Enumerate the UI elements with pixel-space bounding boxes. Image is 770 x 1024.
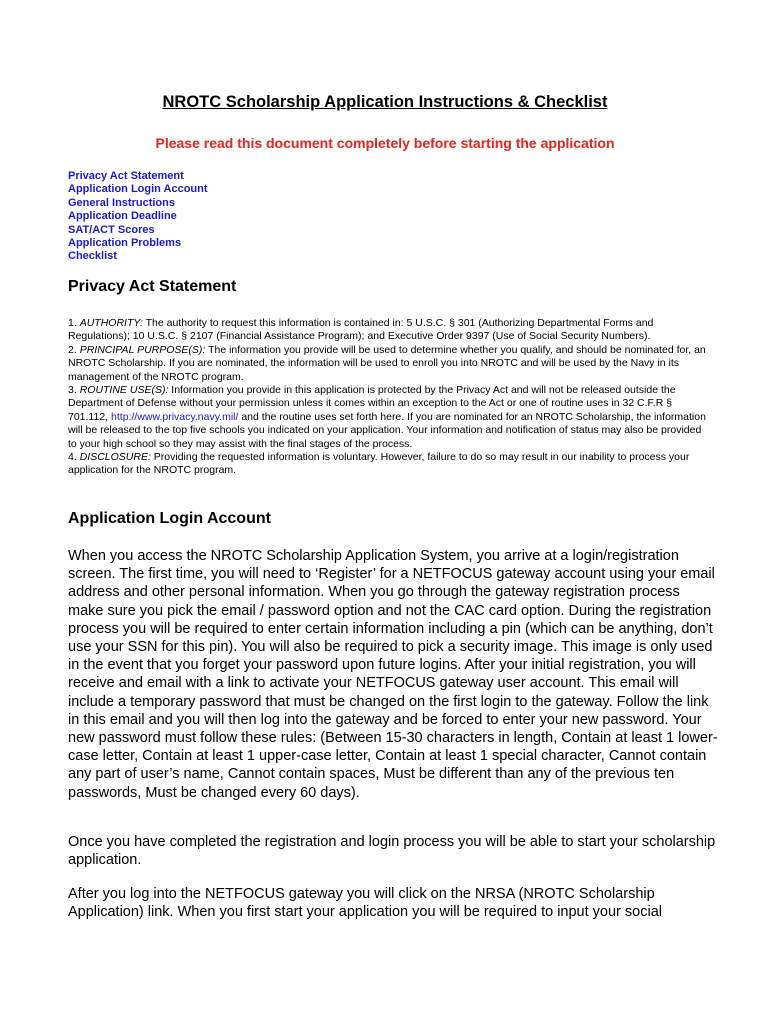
toc-link-scores[interactable]: SAT/ACT Scores [68,223,155,236]
table-of-contents [68,170,208,264]
privacy-authority: 1. AUTHORITY: The authority to request this information is contained in: 5 U.S.C. § 301 (Authorizing Departmental Forms and Regulations); 10 U.S.C. § 2107 (Financial Assistance Program); and Executive Order 9397 (Use of Social Security Numbers). 2. PRINCIPAL PURPOSE(S): The information you provide will be used to determine whether you qualify, and should be nominated for, an NROTC Scholarship. If you are nominated, the information will be used to enroll you into NROTC and will be used by the Navy in its management of the NROTC program. 3. ROUTINE USE(S): Information you provide in this application is protected by the Privacy Act and will not be released outside the Department of Defense without your permission unless it comes within an exception to the Act or one of routine uses in 32 C.F.R § 701.112, http://www.privacy.navy.mil/ and the routine uses set forth here. If you are nominated for an NROTC Scholarship, the information will be released to the top five schools you indicated on your application. Your information and notification of status may also be provided to your high school so they may assist with the final stages of the process. 4. DISCLOSURE: Providing the requested information is voluntary. However, failure to do so may result in our inability to process your application for the NROTC program. [68,317,706,477]
login-paragraph-1: When you access the NROTC Scholarship Application System, you arrive at a login/registration screen. The first time, you will need to ‘Register’ for a NETFOCUS gateway account using your email address and other personal information. When you go through the gateway registration process make sure you pick the email / password option and not the CAC card option. During the registration process you will be required to enter certain information including a pin (which can be anything, don’t use your SSN for this pin). You will also be required to pick a security image. This image is only used in the event that you forget your password upon future logins. After your initial registration, you will receive and email with a link to activate your NETFOCUS gateway user account. This email will include a temporary password that must be changed on the first login to the gateway. Follow the link in this email and you will then log into the gateway and be forced to enter your new password. Your new password must follow these rules: (Between 15-30 characters in length, Contain at least 1 lower-case letter, Contain at least 1 upper-case letter, Contain at least 1 special character, Cannot contain any part of user’s name, Cannot contain spaces, Must be different than any of the previous ten passwords, Must be changed every 60 days). [68,548,718,801]
document-title: NROTC Scholarship Application Instructions & Checklist [162,93,608,111]
authority-text: The authority to request this information is contained in: 5 U.S.C. § 301 (Authorizing Departmental Forms and Regulations); 10 U.S.C. § 2107 (Financial Assistance Program); and Executive Order 9397 (Use of Social Security Numbers). [68,317,654,343]
toc-link-general[interactable]: General Instructions [68,196,175,209]
toc-link-login[interactable]: Application Login Account [68,183,208,196]
privacy-navy-link[interactable]: http://www.privacy.navy.mil/ [111,410,239,423]
privacy-heading: Privacy Act Statement [68,278,237,295]
login-paragraph-2: Once you have completed the registration and login process you will be able to start your scholarship application. [68,834,716,869]
authority-label: AUTHORITY: [79,317,143,329]
document-subtitle: Please read this document completely before starting the application [155,135,615,151]
login-paragraph-3: After you log into the NETFOCUS gateway you will click on the NRSA (NROTC Scholarship Application) link. When you first start your application you will be required to input your social [68,886,662,921]
toc-link-privacy[interactable]: Privacy Act Statement [68,170,184,182]
toc-link-checklist[interactable]: Checklist [68,250,117,263]
purpose-text: The information you provide will be used to determine whether you qualify, and should be nominated for, an NROTC Scholarship. If you are nominated, the information will be used to enroll you into NROTC and will be used by the Navy in its management of the NROTC program. [68,343,706,383]
routine-label: ROUTINE USE(S): [79,384,169,397]
purpose-label: PRINCIPAL PURPOSE(S): [79,343,206,356]
login-heading: Application Login Account [68,510,271,527]
toc-link-deadline[interactable]: Application Deadline [68,210,177,223]
routine-text-a: Information you provide in this application is protected by the Privacy Act and will not be released outside the Department of Defense without your permission unless it comes within an exception to the Act or one of routine uses in 32 C.F.R § 701.112, [68,384,676,423]
routine-text-b: and the routine uses set forth here. If you are nominated for an NROTC Scholarship, the information will be released to the top five schools you indicated on your application. Your information and notification of status may also be provided to your high school so they may assist with the final stages of the process. [68,410,706,450]
disclosure-text: Providing the requested information is voluntary. However, failure to do so may result in our inability to process your application for the NROTC program. [68,451,690,477]
toc-link-problems[interactable]: Application Problems [68,237,182,250]
disclosure-label: DISCLOSURE: [79,451,151,464]
